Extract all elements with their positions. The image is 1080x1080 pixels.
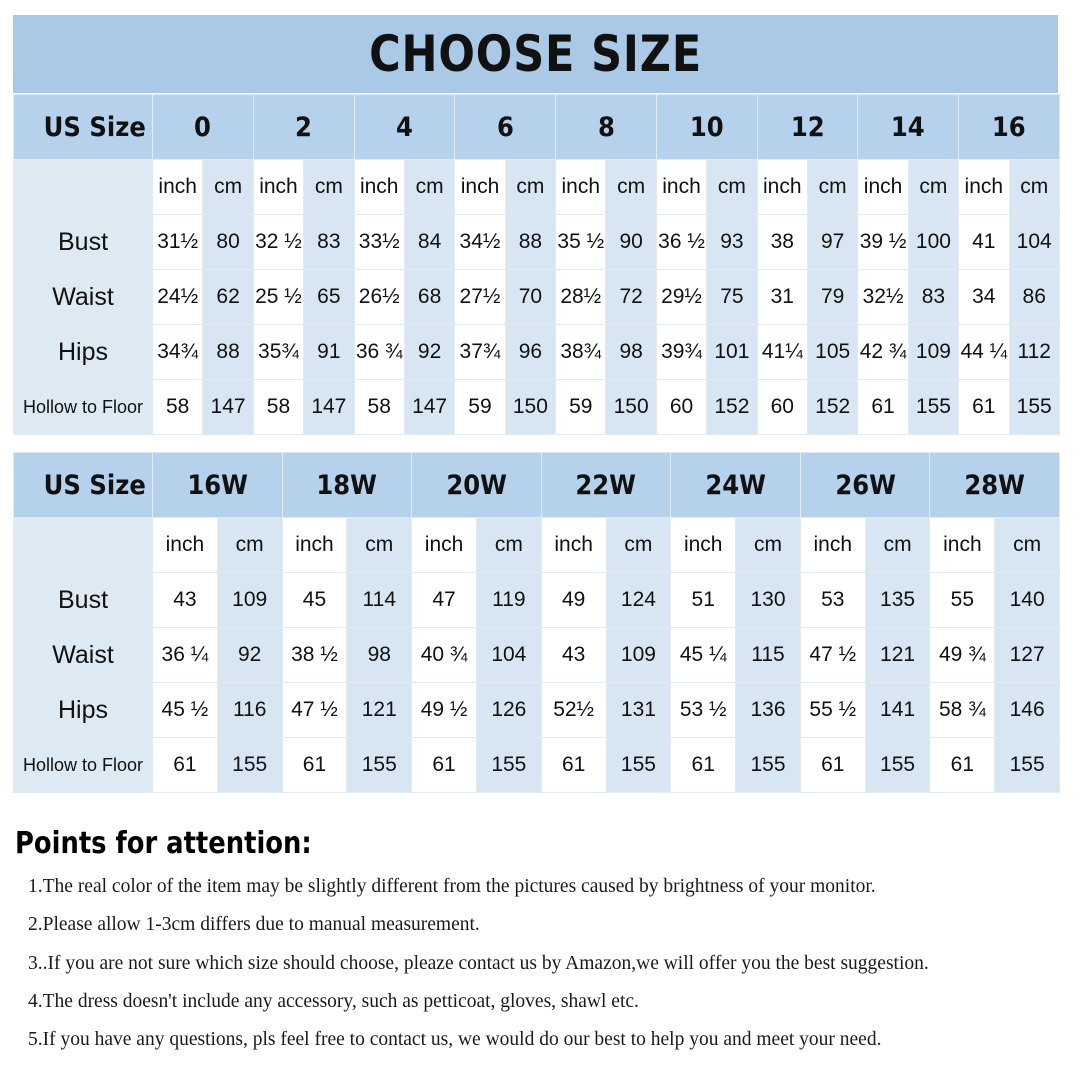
measurement-row — [14, 683, 1060, 738]
value-inch: 45 ½ — [153, 683, 218, 738]
note-item: 2.Please allow 1-3cm differs due to manual measurement. — [28, 914, 480, 935]
size-value: 24W — [705, 469, 766, 501]
size-value: 0 — [194, 111, 212, 143]
measurement-row — [14, 628, 1060, 683]
size-value: 6 — [496, 111, 514, 143]
value-inch: 28½ — [556, 270, 606, 325]
us-size-label — [14, 453, 153, 518]
size-column-header — [412, 453, 542, 518]
value-inch: 55 — [930, 573, 995, 628]
size-column-header — [354, 95, 455, 160]
value-inch: 49 — [541, 573, 606, 628]
measurement-label: Bust — [14, 573, 153, 628]
value-cm: 83 — [908, 270, 958, 325]
value-inch: 61 — [930, 738, 995, 793]
unit-cm: cm — [707, 160, 757, 215]
value-cm: 88 — [505, 215, 555, 270]
value-inch: 29½ — [656, 270, 706, 325]
value-inch: 58 — [153, 380, 203, 435]
size-header-row — [14, 95, 1060, 160]
value-cm: 147 — [404, 380, 454, 435]
value-inch: 42 ¾ — [858, 325, 908, 380]
value-cm: 112 — [1009, 325, 1059, 380]
value-inch: 38¾ — [556, 325, 606, 380]
value-inch: 36 ½ — [656, 215, 706, 270]
unit-cm: cm — [736, 518, 801, 573]
size-column-header — [153, 95, 254, 160]
value-cm: 155 — [865, 738, 930, 793]
value-inch: 47 — [412, 573, 477, 628]
value-cm: 104 — [1009, 215, 1059, 270]
value-inch: 25 ½ — [253, 270, 303, 325]
unit-inch: inch — [282, 518, 347, 573]
value-cm: 136 — [736, 683, 801, 738]
value-cm: 68 — [404, 270, 454, 325]
unit-inch: inch — [556, 160, 606, 215]
value-inch: 39¾ — [656, 325, 706, 380]
size-value: 16 — [992, 111, 1026, 143]
unit-cm: cm — [865, 518, 930, 573]
value-inch: 55 ½ — [800, 683, 865, 738]
size-value: 8 — [597, 111, 615, 143]
size-value: 14 — [891, 111, 926, 143]
measurement-row — [14, 325, 1060, 380]
value-inch: 61 — [959, 380, 1009, 435]
value-cm: 83 — [304, 215, 354, 270]
us-size-text: US Size — [43, 469, 146, 501]
unit-inch: inch — [412, 518, 477, 573]
size-column-header — [800, 453, 930, 518]
value-cm: 97 — [807, 215, 857, 270]
value-cm: 93 — [707, 215, 757, 270]
value-inch: 53 ½ — [671, 683, 736, 738]
size-value: 26W — [834, 469, 896, 501]
size-value: 10 — [689, 111, 724, 143]
us-size-label — [14, 95, 153, 160]
size-value: 28W — [964, 469, 1026, 501]
measurement-row — [14, 738, 1060, 793]
value-inch: 27½ — [455, 270, 505, 325]
value-cm: 96 — [505, 325, 555, 380]
size-table-plus — [13, 452, 1060, 793]
value-cm: 141 — [865, 683, 930, 738]
unit-row-corner — [14, 518, 153, 573]
unit-inch: inch — [671, 518, 736, 573]
value-inch: 31½ — [153, 215, 203, 270]
value-cm: 105 — [807, 325, 857, 380]
unit-cm: cm — [404, 160, 454, 215]
size-column-header — [541, 453, 671, 518]
title-banner — [13, 15, 1058, 93]
measurement-row — [14, 270, 1060, 325]
unit-cm: cm — [304, 160, 354, 215]
value-inch: 41 — [959, 215, 1009, 270]
size-table-standard — [13, 94, 1060, 435]
size-column-header — [253, 95, 354, 160]
unit-row-corner — [14, 160, 153, 215]
size-column-header — [455, 95, 556, 160]
value-inch: 32½ — [858, 270, 908, 325]
value-inch: 24½ — [153, 270, 203, 325]
value-cm: 75 — [707, 270, 757, 325]
value-inch: 61 — [858, 380, 908, 435]
measurement-label: Waist — [14, 270, 153, 325]
unit-inch: inch — [455, 160, 505, 215]
unit-inch: inch — [930, 518, 995, 573]
size-column-header — [858, 95, 959, 160]
value-inch: 61 — [153, 738, 218, 793]
value-cm: 121 — [347, 683, 412, 738]
value-inch: 59 — [556, 380, 606, 435]
unit-cm: cm — [217, 518, 282, 573]
value-cm: 91 — [304, 325, 354, 380]
value-cm: 88 — [203, 325, 253, 380]
value-inch: 44 ¼ — [959, 325, 1009, 380]
value-cm: 155 — [606, 738, 671, 793]
unit-cm: cm — [995, 518, 1060, 573]
unit-inch: inch — [253, 160, 303, 215]
value-cm: 150 — [606, 380, 656, 435]
value-cm: 62 — [203, 270, 253, 325]
value-cm: 119 — [476, 573, 541, 628]
value-cm: 126 — [476, 683, 541, 738]
value-inch: 35¾ — [253, 325, 303, 380]
unit-cm: cm — [203, 160, 253, 215]
measurement-row — [14, 215, 1060, 270]
measurement-label: Hips — [14, 325, 153, 380]
unit-cm: cm — [807, 160, 857, 215]
size-column-header — [556, 95, 657, 160]
value-cm: 147 — [304, 380, 354, 435]
unit-inch: inch — [153, 160, 203, 215]
value-cm: 72 — [606, 270, 656, 325]
value-inch: 38 — [757, 215, 807, 270]
unit-cm: cm — [908, 160, 958, 215]
value-cm: 155 — [908, 380, 958, 435]
value-inch: 45 ¼ — [671, 628, 736, 683]
value-cm: 127 — [995, 628, 1060, 683]
measurement-label: Hollow to Floor — [14, 380, 153, 435]
value-inch: 61 — [541, 738, 606, 793]
value-inch: 61 — [671, 738, 736, 793]
value-cm: 109 — [908, 325, 958, 380]
value-cm: 104 — [476, 628, 541, 683]
us-size-text: US Size — [43, 111, 146, 143]
value-inch: 60 — [757, 380, 807, 435]
value-cm: 130 — [736, 573, 801, 628]
value-inch: 40 ¾ — [412, 628, 477, 683]
size-column-header — [671, 453, 801, 518]
value-cm: 90 — [606, 215, 656, 270]
value-inch: 36 ¾ — [354, 325, 404, 380]
value-inch: 61 — [412, 738, 477, 793]
value-cm: 124 — [606, 573, 671, 628]
note-item: 3..If you are not sure which size should choose, pleaze contact us by Amazon,we will offer you the best suggestion. — [28, 953, 929, 974]
value-inch: 59 — [455, 380, 505, 435]
value-cm: 79 — [807, 270, 857, 325]
size-value: 22W — [575, 469, 637, 501]
value-inch: 39 ½ — [858, 215, 908, 270]
value-inch: 35 ½ — [556, 215, 606, 270]
value-cm: 86 — [1009, 270, 1059, 325]
value-cm: 121 — [865, 628, 930, 683]
size-column-header — [930, 453, 1060, 518]
unit-cm: cm — [606, 518, 671, 573]
value-cm: 98 — [347, 628, 412, 683]
value-cm: 155 — [736, 738, 801, 793]
unit-inch: inch — [800, 518, 865, 573]
value-cm: 152 — [807, 380, 857, 435]
note-item: 1.The real color of the item may be slightly different from the pictures caused by brightness of your monitor. — [28, 876, 876, 897]
value-inch: 43 — [153, 573, 218, 628]
measurement-row — [14, 573, 1060, 628]
unit-cm: cm — [1009, 160, 1059, 215]
size-header-row — [14, 453, 1060, 518]
size-column-header — [959, 95, 1060, 160]
unit-inch: inch — [153, 518, 218, 573]
value-inch: 60 — [656, 380, 706, 435]
unit-row — [14, 160, 1060, 215]
size-column-header — [757, 95, 858, 160]
size-value: 2 — [295, 111, 313, 143]
value-cm: 92 — [404, 325, 454, 380]
value-cm: 65 — [304, 270, 354, 325]
value-inch: 58 ¾ — [930, 683, 995, 738]
unit-row — [14, 518, 1060, 573]
value-inch: 26½ — [354, 270, 404, 325]
size-column-header — [656, 95, 757, 160]
value-inch: 51 — [671, 573, 736, 628]
unit-inch: inch — [656, 160, 706, 215]
value-inch: 49 ¾ — [930, 628, 995, 683]
value-inch: 33½ — [354, 215, 404, 270]
measurement-row — [14, 380, 1060, 435]
value-inch: 58 — [253, 380, 303, 435]
value-inch: 43 — [541, 628, 606, 683]
value-cm: 80 — [203, 215, 253, 270]
value-inch: 61 — [282, 738, 347, 793]
value-cm: 98 — [606, 325, 656, 380]
measurement-label: Hips — [14, 683, 153, 738]
page-title: CHOOSE SIZE — [369, 25, 702, 83]
value-cm: 70 — [505, 270, 555, 325]
unit-cm: cm — [505, 160, 555, 215]
value-inch: 49 ½ — [412, 683, 477, 738]
size-column-header — [153, 453, 283, 518]
unit-cm: cm — [347, 518, 412, 573]
unit-inch: inch — [757, 160, 807, 215]
value-inch: 34¾ — [153, 325, 203, 380]
value-cm: 101 — [707, 325, 757, 380]
measurement-label: Waist — [14, 628, 153, 683]
value-inch: 37¾ — [455, 325, 505, 380]
value-cm: 147 — [203, 380, 253, 435]
unit-cm: cm — [476, 518, 541, 573]
value-inch: 38 ½ — [282, 628, 347, 683]
value-cm: 109 — [217, 573, 282, 628]
unit-cm: cm — [606, 160, 656, 215]
unit-inch: inch — [354, 160, 404, 215]
value-cm: 100 — [908, 215, 958, 270]
value-inch: 61 — [800, 738, 865, 793]
size-value: 4 — [395, 111, 413, 143]
value-inch: 47 ½ — [800, 628, 865, 683]
value-inch: 52½ — [541, 683, 606, 738]
value-cm: 109 — [606, 628, 671, 683]
value-cm: 155 — [217, 738, 282, 793]
measurement-label: Bust — [14, 215, 153, 270]
value-inch: 36 ¼ — [153, 628, 218, 683]
unit-inch: inch — [541, 518, 606, 573]
value-cm: 150 — [505, 380, 555, 435]
value-cm: 114 — [347, 573, 412, 628]
size-column-header — [282, 453, 412, 518]
value-inch: 58 — [354, 380, 404, 435]
value-cm: 92 — [217, 628, 282, 683]
size-value: 20W — [446, 469, 507, 501]
value-cm: 115 — [736, 628, 801, 683]
value-cm: 131 — [606, 683, 671, 738]
value-inch: 32 ½ — [253, 215, 303, 270]
value-cm: 155 — [995, 738, 1060, 793]
value-cm: 155 — [1009, 380, 1059, 435]
value-inch: 47 ½ — [282, 683, 347, 738]
unit-inch: inch — [959, 160, 1009, 215]
value-cm: 84 — [404, 215, 454, 270]
value-cm: 155 — [347, 738, 412, 793]
value-cm: 135 — [865, 573, 930, 628]
value-inch: 34½ — [455, 215, 505, 270]
value-cm: 155 — [476, 738, 541, 793]
value-inch: 41¼ — [757, 325, 807, 380]
unit-inch: inch — [858, 160, 908, 215]
note-item: 5.If you have any questions, pls feel free to contact us, we would do our best to help you and meet your need. — [28, 1029, 882, 1050]
size-value: 18W — [316, 469, 378, 501]
measurement-label: Hollow to Floor — [14, 738, 153, 793]
note-item: 4.The dress doesn't include any accessory, such as petticoat, gloves, shawl etc. — [28, 991, 639, 1012]
size-value: 16W — [186, 469, 248, 501]
value-cm: 116 — [217, 683, 282, 738]
value-cm: 140 — [995, 573, 1060, 628]
value-cm: 152 — [707, 380, 757, 435]
value-cm: 146 — [995, 683, 1060, 738]
value-inch: 53 — [800, 573, 865, 628]
value-inch: 34 — [959, 270, 1009, 325]
value-inch: 45 — [282, 573, 347, 628]
value-inch: 31 — [757, 270, 807, 325]
size-value: 12 — [790, 111, 825, 143]
notes-title: Points for attention: — [15, 826, 312, 861]
